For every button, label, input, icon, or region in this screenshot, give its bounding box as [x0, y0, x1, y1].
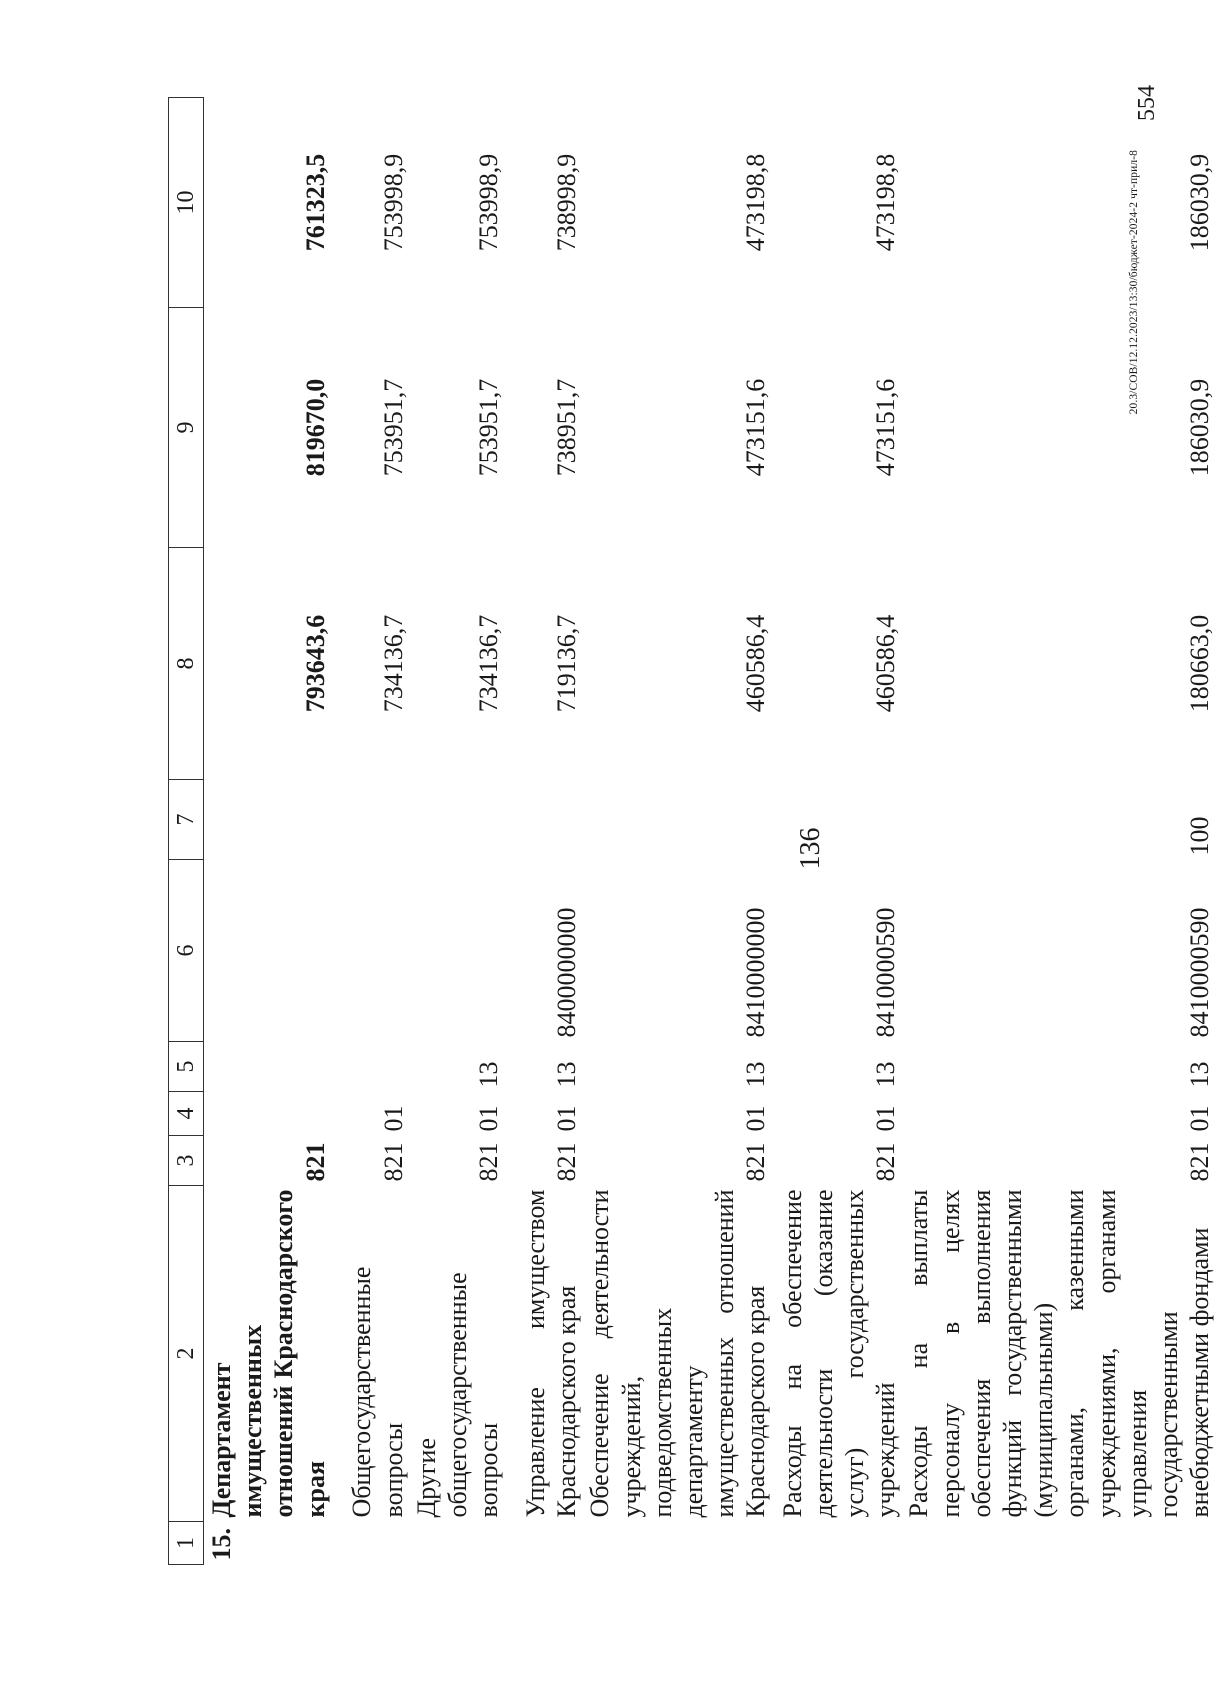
row-section-code: 01	[1185, 1105, 1215, 1132]
row-amount-col10: 753998,9	[378, 153, 408, 252]
row-target-code: 8410000590	[1185, 907, 1215, 1038]
row-amount-col8: 734136,7	[474, 614, 504, 713]
row-subsection-code	[333, 1042, 411, 1092]
row-name: Расходы на обеспечение деятельности (оказание услуг) государственных учреждений	[777, 1189, 901, 1518]
row-section-code: 01	[474, 1105, 504, 1132]
row-target-code: 8400000000	[552, 907, 582, 1038]
row-amount-col10: 186030,9	[1185, 153, 1215, 252]
row-amount-col10: 738998,9	[552, 153, 582, 252]
row-expense-type: 100	[1185, 816, 1215, 856]
row-section-code: 01	[741, 1105, 771, 1132]
row-name: Департамент имущественных отношений Краснодарского края	[207, 1189, 330, 1518]
header-col-1: 1	[169, 1522, 204, 1565]
row-amount-col8: 180663,0	[1185, 614, 1215, 713]
row-amount-col9: 819670,0	[300, 378, 330, 477]
row-section-code: 01	[871, 1105, 901, 1132]
row-amount-col10: 473198,8	[741, 153, 771, 252]
row-number: 15.	[207, 1528, 236, 1561]
table-row	[411, 98, 507, 1565]
sheet-number: 554	[1134, 85, 1160, 121]
row-name: Управление имуществом Краснодарского края	[520, 1189, 582, 1518]
row-ministry-code: 821	[474, 1142, 504, 1182]
row-amount-col8: 460586,4	[871, 614, 901, 713]
header-col-6: 6	[169, 860, 204, 1042]
row-amount-col8: 734136,7	[378, 614, 408, 713]
header-col-3: 3	[169, 1136, 204, 1186]
row-subsection-code: 13	[1185, 1061, 1215, 1088]
row-ministry-code: 821	[300, 1142, 330, 1182]
row-subsection-code: 13	[741, 1061, 771, 1088]
row-section-code: 01	[378, 1105, 408, 1132]
row-amount-col8: 719136,7	[552, 614, 582, 713]
row-number	[584, 1522, 773, 1565]
header-col-7: 7	[169, 780, 204, 860]
row-target-code	[333, 860, 411, 1042]
row-ministry-code: 821	[1185, 1142, 1215, 1182]
row-target-code: 8410000000	[741, 907, 771, 1038]
row-amount-col9: 186030,9	[1185, 378, 1215, 477]
row-ministry-code: 821	[741, 1142, 771, 1182]
row-amount-col10: 753998,9	[474, 153, 504, 252]
table-row	[584, 98, 773, 1565]
header-col-8: 8	[169, 548, 204, 780]
row-section-code: 01	[552, 1105, 582, 1132]
row-amount-col9: 473151,6	[741, 378, 771, 477]
table-header	[169, 98, 204, 1565]
row-amount-col10: 761323,5	[300, 153, 330, 252]
row-number	[333, 1522, 411, 1565]
row-ministry-code: 821	[552, 1142, 582, 1182]
row-expense-type	[333, 780, 411, 860]
header-col-9: 9	[169, 308, 204, 548]
row-subsection-code: 13	[552, 1061, 582, 1088]
row-target-code	[411, 860, 507, 1042]
table-row	[333, 98, 411, 1565]
row-expense-type	[411, 780, 507, 860]
document-reference: 20.3/СОВ/12.12.2023/13:30/бюджет-2024-2 чт-прил-8	[1128, 150, 1140, 415]
row-amount-col9: 753951,7	[378, 378, 408, 477]
page-number: 136	[795, 827, 826, 870]
row-amount-col9: 738951,7	[552, 378, 582, 477]
row-expense-type	[204, 780, 333, 860]
row-target-code: 8410000590	[871, 907, 901, 1038]
header-row	[169, 98, 204, 1565]
row-number	[773, 1522, 903, 1565]
table-row	[903, 98, 1217, 1565]
row-subsection-code: 13	[871, 1061, 901, 1088]
header-col-5: 5	[169, 1042, 204, 1092]
header-col-10: 10	[169, 98, 204, 308]
row-amount-col9: 473151,6	[871, 378, 901, 477]
row-subsection-code	[204, 1042, 333, 1092]
row-amount-col10: 473198,8	[871, 153, 901, 252]
row-subsection-code: 13	[474, 1061, 504, 1088]
row-expense-type	[584, 780, 773, 860]
header-col-2: 2	[169, 1186, 204, 1522]
table-row	[204, 98, 333, 1565]
row-ministry-code: 821	[378, 1142, 408, 1182]
row-target-code	[204, 860, 333, 1042]
row-name: Другие общегосударственные вопросы	[411, 1272, 504, 1518]
row-amount-col8: 793643,6	[300, 614, 330, 713]
row-name: Расходы на выплаты персоналу в целях обеспечения выполнения функций государственными (муниципальными) органами, казенными учреждениями, органами управления государственными внебюджетными фондами	[904, 1189, 1215, 1518]
row-number	[411, 1522, 507, 1565]
row-amount-col9: 753951,7	[474, 378, 504, 477]
row-number	[506, 1522, 584, 1565]
row-name: Общегосударственные вопросы	[347, 1266, 408, 1518]
row-ministry-code: 821	[871, 1142, 901, 1182]
header-col-4: 4	[169, 1092, 204, 1136]
row-expense-type	[506, 780, 584, 860]
row-expense-type	[773, 780, 903, 860]
row-amount-col8: 460586,4	[741, 614, 771, 713]
row-section-code	[204, 1092, 333, 1136]
budget-table	[168, 97, 1217, 1565]
row-number	[903, 1522, 1217, 1565]
table-row	[773, 98, 903, 1565]
table-row	[506, 98, 584, 1565]
row-name: Обеспечение деятельности учреждений, подведомственных департаменту имущественных отношений Краснодарского края	[585, 1189, 771, 1518]
